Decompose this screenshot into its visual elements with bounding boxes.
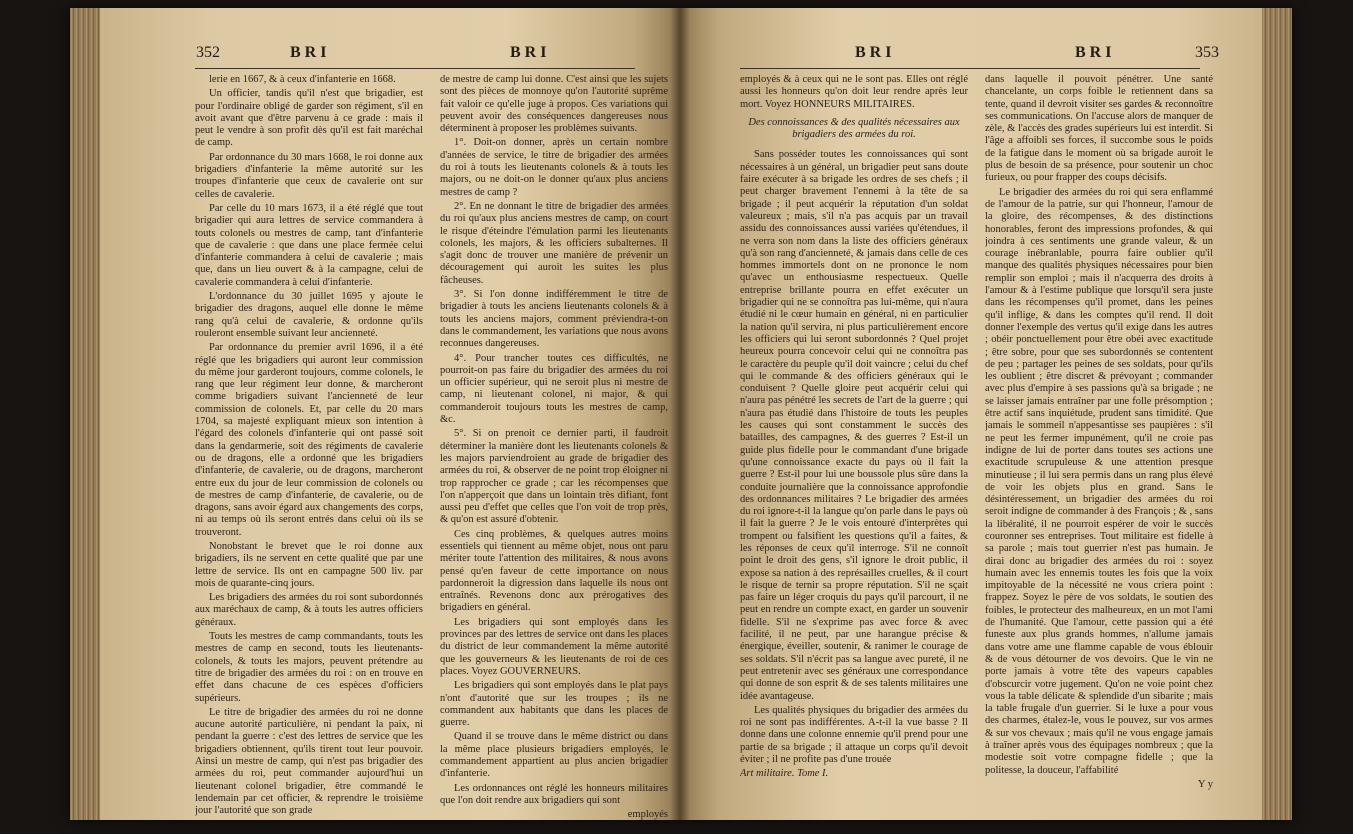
page-edge-right [1262,8,1292,820]
section-heading: Des connoissances & des qualités nécessaires aux brigadiers des armées du roi. [748,116,960,141]
right-column-1 [740,74,968,783]
running-head-left-a: B R I [290,44,327,61]
running-head-right-b: B R I [1075,44,1112,61]
paragraph: Par celle du 10 mars 1673, il a été réglé que tout brigadier qui aura lettres de service commandera à touts colonels ou mestres de camp, tant d'infanterie que de cavalerie : que dans une place fermée celui d'infanterie commandera à celui de cavalerie ; mais que, dans un lieu ouvert & à la campagne, celui de cavalerie commandera à celui d'infanterie. [195,202,423,288]
paragraph: 1°. Doit-on donner, après un certain nombre d'années de service, le titre de brigadier des armées du roi à touts les lieutenants colonels & à touts les majors, ou ne doit-on le donner qu'aux plus anciens mestres de camp ? [440,137,668,198]
paragraph: Les brigadiers qui sont employés dans les provinces par des lettres de service ont dans les places du district de leur commandement la même autorité que les gouverneurs & les lieutenants de roi de ces places. Voyez GOUVERNEURS. [440,616,668,677]
paragraph: Par ordonnance du 30 mars 1668, le roi donne aux brigadiers d'infanterie la même autorité sur les troupes d'infanterie que ceux de cavalerie ont sur celles de cavalerie. [195,151,423,200]
left-column-2 [440,74,668,820]
paragraph: Les brigadiers qui sont employés dans le plat pays n'ont d'autorité que sur les troupes ; ils ne commandent aux habitants que dans les places de guerre. [440,680,668,729]
right-column-2 [985,74,1213,793]
gutter-shadow [670,8,690,820]
left-column-1 [195,74,423,820]
paragraph: Nonobstant le brevet que le roi donne aux brigadiers, ils ne servent en cette qualité que par une lettre de service. Ils ont en campagne 500 liv. par mois de quarante-cinq jours. [195,540,423,589]
paragraph: lerie en 1667, & à ceux d'infanterie en 1668. [209,74,396,85]
paragraph: Le titre de brigadier des armées du roi ne donne aucune autorité particulière, ni pendant la paix, ni pendant la guerre : c'est des lettres de service que les brigadiers obtiennent, qu'ils tirent tout leur pouvoir. Ainsi un mestre de camp, qui n'est pas brigadier des armées du roi, peut commander aujourd'hui un lieutenant colonel brigadier, être commandé le lendemain par cet officier, & reprendre le troisième jour l'autorité que son grade [195,706,423,817]
paragraph: dans laquelle il pouvoit pénétrer. Une santé chancelante, un corps foible le retiennent dans sa tente, quand il devroit visiter ses gardes & reconnoître ses communications. On l'accuse alors de manquer de zèle, & l'accès des grades supérieurs lui est interdit. Si l'âge a affoibli ses forces, il succombe sous le poids de la fatigue dans le moment où sa brigade auroit le plus de besoin de sa présence, pour soutenir un choc furieux, ou pour frapper des coups décisifs. [985,74,1213,184]
paragraph: Ces cinq problèmes, & quelques autres moins essentiels qui tiennent au même objet, nous ont paru mériter toute l'attention des militaires, & nous avons pensé qu'en faveur de cette importance on nous pardonneroit la digression dans laquelle ils nous ont entraînés. Revenons donc aux prérogatives des brigadiers en général. [440,528,668,614]
header-rule-right [740,68,1200,69]
paragraph: Les qualités physiques du brigadier des armées du roi ne sont pas indifférentes. A-t-il la vue basse ? Il donne dans une colonne ennemie qu'il prend pour une partie de sa brigade ; il attaque un corps qu'il devoit éviter ; il ne profite pas d'une trouée [740,704,968,766]
paragraph: Un officier, tandis qu'il n'est que brigadier, est pour l'ordinaire obligé de garder son régiment, s'il en avoit avant que d'être parvenu à ce grade : mais il peut le vendre à son profit dès qu'il est fait maréchal de camp. [195,88,423,149]
paragraph: de mestre de camp lui donne. C'est ainsi que les sujets sont des pièces de monnoye qu'on l'autorité suprême fait valoir ce qu'elle juge à propos. Ces variations qui peuvent avoir des conséquences dangereuses nous déterminent à proposer les problèmes suivants. [440,74,668,135]
signature-line: Art militaire. Tome I. [740,768,829,780]
catchword-right: Y y [1197,778,1213,790]
paragraph: Sans posséder toutes les connoissances qui sont nécessaires à un général, un brigadier peut sans doute faire exécuter à sa brigade les ordres de ses chefs ; il peut charger bravement l'ennemi à la tête de sa brigade ; il peut acquérir la réputation d'un soldat valeureux ; mais, s'il n'a pas acquis par un travail assidu des connoissances aussi variées qu'étendues, il ne verra son nom dans la liste des officiers généraux qu'à son rang d'ancienneté, & jamais dans celle de ces hommes immortels dont on ne prononce le nom qu'avec un enthousiasme respectueux. Quelle entreprise brillante pourra en effet exécuter un brigadier qui ne se connoîtra pas lui-même, qui n'aura étudié ni le cœur humain en général, ni en particulier la nation qu'il servira, ni plus particulièrement encore les officiers qui lui seront subordonnés ? Quel projet heureux pourra concevoir celui qui ne connoîtra pas le caractère du peuple qu'il doit vaincre ; celui du chef qui le commande & des officiers généraux qui le conduisent ? Quelle gloire peut acquérir celui qui n'aura pas pénétré les secrets de l'art de la guerre ; qui n'aura pas étudié dans l'histoire de touts les peuples les causes qui sont constamment le succès des batailles, des campagnes, & des guerres ? Est-il un guide plus fidelle pour le commandant d'une brigade qu'une connoissance exacte du pays où il fait la guerre ? Est-il pour lui une boussole plus sûre dans la conduite journalière que la connoissance approfondie des ordonnances militaires ? Le brigadier des armées du roi ignore-t-il la langue qu'on parle dans le pays où il fait la guerre ? Je le vois entouré d'interprètes qui trompent ou falsifient les questions qu'il a faites, & les réponses de ceux qu'il interroge. S'il ne connoît point le droit des gens, s'il ignore le droit public, il expose sa nation à des représailles cruelles, & il court le risque de ternir sa propre réputation. S'il ne sçait pas faire un léger croquis du pays qu'il parcourt, il ne peut en rendre un compte exact, en garder un souvenir fidelle. S'il ne s'exprime pas avec force & avec facilité, il ne peut, par une harangue précise & énergique, éveiller, soutenir, & ranimer le courage de ses soldats. S'il n'écrit pas sa langue avec pureté, il ne peut entretenir avec ses généraux une correspondance qui donne de son esprit & de ses talents militaires une idée avantageuse. [740,149,968,702]
paragraph: 5°. Si on prenoit ce dernier parti, il faudroit déterminer la manière dont les lieutenants colonels & les majors parviendroient au grade de brigadier des armées du roi, & observer de ne point trop éloigner ni trop rapprocher ce grade ; car les récompenses que l'on n'apperçoit que dans un lointain très difiant, font aussi peu d'effet que celles que l'on voit de trop près, & qu'on est assuré d'obtenir. [440,428,668,526]
left-header [100,44,680,66]
paragraph: Les brigadiers des armées du roi sont subordonnés aux maréchaux de camp, & à touts les autres officiers généraux. [195,592,423,628]
page-edge-left [70,8,100,820]
paragraph: Les ordonnances ont réglé les honneurs militaires que l'on doit rendre aux brigadiers qui sont [440,782,668,806]
header-rule-left [195,68,635,69]
paragraph: 4°. Pour trancher toutes ces difficultés, ne pourroit-on pas faire du brigadier des armées du roi un officier supérieur, qui ne seroit plus ni mestre de camp, ni lieutenant colonel, ni major, & qui commanderoit toujours touts les mestres de camp, &c. [440,352,668,426]
paragraph: L'ordonnance du 30 juillet 1695 y ajoute le brigadier des dragons, auquel elle donne le même rang qu'à celui de cavalerie, & ordonne qu'ils rouleront ensemble suivant leur ancienneté. [195,291,423,339]
book-spread [70,8,1292,820]
right-header [680,44,1262,66]
left-page [100,8,680,820]
paragraph: 2°. En ne donnant le titre de brigadier des armées du roi qu'aux plus anciens mestres de camp, on court le risque d'éteindre l'émulation parmi les lieutenants colonels, les majors, & les officiers subalternes. Il s'agit donc de trouver une manière de prévenir un découragement qui auroit les suites les plus fâcheuses. [440,200,668,286]
catchword-left: employés [627,809,668,820]
running-head-right-a: B R I [855,44,892,61]
page-number-right: 353 [1195,44,1219,61]
running-head-left-b: B R I [510,44,547,61]
paragraph: Le brigadier des armées du roi qui sera enflammé de l'amour de la patrie, sur qui l'honneur, l'amour de la gloire, des récompenses, & des distinctions honorables, feront des impressions profondes, & qui joindra à ces sentiments une grande valeur, & un courage inébranlable, pourra faire oublier qu'il manque des qualités physiques nécessaires pour bien remplir son emploi ; mais il n'acquerra des droits à l'amour & à l'estime publique que lorsqu'il sera juste dans les récompenses qu'il promet, dans les peines qu'il inflige, & dans les comptes qu'il rend. Il doit donner l'exemple des vertus qu'il exige dans les autres ; obéir ponctuellement pour être obéi avec exactitude ; être sobre, pour que ses subordonnés se contentent de peu ; partager les peines de ses soldats, pour qu'ils les oublient ; être discret & prévoyant ; commander avec plus d'empire à ses passions qu'à sa brigade ; ne se laisser jamais entraîner par une folle présomption ; être actif sans inquiétude, prudent sans timidité. Que jamais le sommeil n'appesantisse ses paupières : s'il ne peut les fermer impunément, qu'il ne croie pas indigne de lui de porter dans toutes ses actions une exactitude scrupuleuse & une attention presque minutieuse ; il lui sera permis dans un rang plus élevé de voir les objets plus en grand. Sans le désintéressement, un brigadier des armées du roi seroit indigne de commander à des François ; & , sans la libéralité, il ne pourroit espérer de voir le succès couronner ses entreprises. Tout militaire est fidelle à sa parole ; mais tout guerrier n'est pas humain. Je dirai donc au brigadier des armées du roi : soyez humain avec les ennemis toutes les fois que la voix impitoyable de la nécessité ne vous criera point : frappez. Soyez le père de vos soldats, le soutien des foibles, le protecteur des malheureux, en un mot l'ami de l'humanité. Que l'amour, cette passion qui a été funeste aux plus grands hommes, n'allume jamais dans votre ame une flamme capable de vous éblouir & de vous détourner de vos devoirs. Que le vin ne porte jamais à votre tête des vapeurs capables d'obscurcir votre jugement. Qu'on ne voie point chez vous la table délicate & splendide d'un sibarite ; mais la table frugale d'un guerrier. Si le luxe a pour vous des charmes, étalez-le, vous le pouvez, sur vos armes & sur vos chevaux ; mais qu'il ne vous engage jamais à traîner après vous des équipages nombreux ; que la modestie soit votre compagne fidelle ; que la politesse, la douceur, l'affabilité [985,186,1213,776]
page-number-left: 352 [196,44,220,61]
right-page [680,8,1262,820]
paragraph: employés & à ceux qui ne le sont pas. Elles ont réglé aussi les honneurs qu'on doit leur rendre après leur mort. Voyez HONNEURS MILITAIRES. [740,74,968,110]
paragraph: Touts les mestres de camp commandants, touts les mestres de camp en second, touts les lieutenants-colonels, & touts les majors, peuvent prétendre au titre de brigadier des armées du roi : on en trouve en effet dans chacune de ces espèces d'officiers supérieurs. [195,631,423,704]
paragraph: Par ordonnance du premier avril 1696, il a été réglé que les brigadiers qui auront leur commission du même jour garderont toujours, comme colonels, le rang que leur régiment leur donne, & marcheront comme brigadiers suivant l'ancienneté de leur commission de colonels. Et, par celle du 20 mars 1704, sa majesté expliquant mieux son intention à l'égard des colonels d'infanterie qui ont passé soit dans la gendarmerie, soit des régiments de cavalerie ou de dragons, elle a ordonné que les brigadiers d'infanterie, de cavalerie, ou de dragons, marcheront entre eux du jour de leur commission de colonels ou de mestres de camp d'infanterie, de cavalerie, ou de dragons, sans avoir égard aux changements des corps, ni au temps où ils seront entrés dans celui où ils se trouveront. [195,342,423,538]
paragraph: 3°. Si l'on donne indifféremment le titre de brigadier à touts les anciens lieutenants colonels & à touts les anciens majors, comment préviendra-t-on dans le commandement, les variations que nous avons reconnues dangereuses. [440,289,668,350]
paragraph: Quand il se trouve dans le même district ou dans la même place plusieurs brigadiers employés, le commandement appartient au plus ancien brigadier d'infanterie. [440,731,668,780]
